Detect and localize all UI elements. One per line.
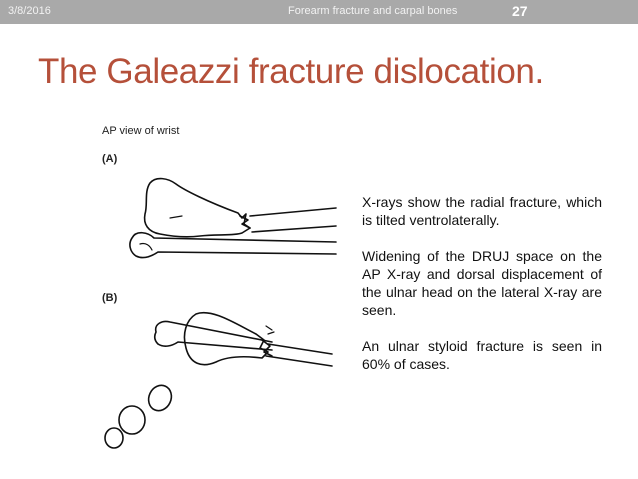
carpal-bone-2	[119, 406, 145, 434]
figure-label-b: (B)	[102, 292, 118, 304]
header-bar	[0, 0, 638, 24]
slide-footer-text: Forearm fracture and carpal bones	[288, 5, 458, 17]
explanation-text	[362, 193, 602, 391]
radius-shaft-a	[250, 208, 336, 232]
paragraph-druj-widening: Widening of the DRUJ space on the AP X-ray and dorsal displacement of the ulnar head on the lateral X-ray are seen.	[362, 248, 602, 318]
ap-view-bones	[130, 179, 336, 258]
ulna-bone-b	[155, 321, 272, 350]
slide-number: 27	[512, 3, 528, 19]
paragraph-ulnar-styloid: An ulnar styloid fracture is seen in 60% of cases.	[362, 338, 602, 372]
figure-label-a: (A)	[102, 153, 118, 165]
lateral-view-bones	[105, 313, 332, 448]
paragraph-radial-fracture: X-rays show the radial fracture, which is tilted ventrolaterally.	[362, 194, 602, 228]
carpal-bone-1	[145, 382, 176, 415]
wrist-xray-diagram	[96, 120, 341, 465]
figure-caption: AP view of wrist	[102, 125, 180, 137]
radius-bone-a	[145, 179, 250, 237]
slide-title: The Galeazzi fracture dislocation.	[38, 52, 544, 91]
slide-date: 3/8/2016	[8, 5, 51, 17]
fracture-illustration	[96, 120, 341, 465]
radius-shaft-b	[266, 344, 332, 366]
carpal-bone-3	[105, 428, 123, 448]
ulna-bone-a	[130, 233, 336, 258]
